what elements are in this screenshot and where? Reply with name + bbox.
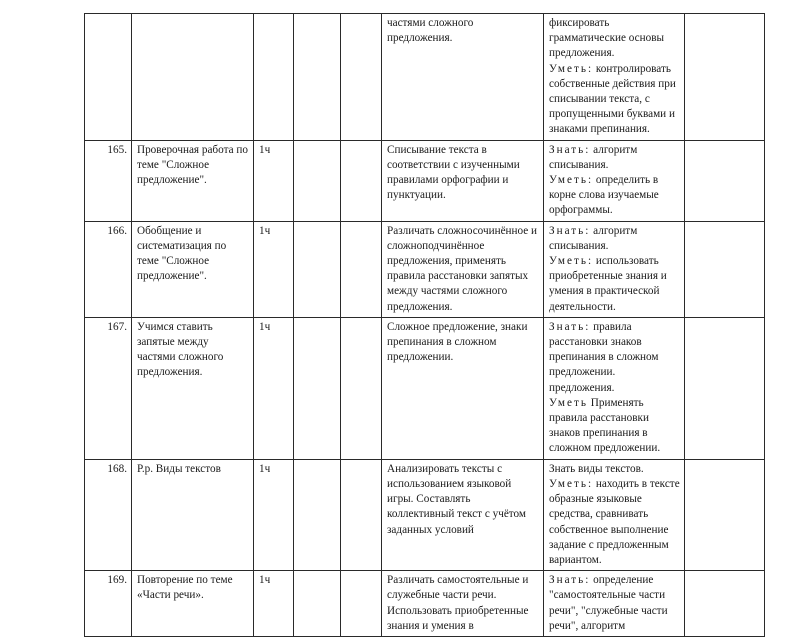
outcome-line <box>549 143 680 173</box>
outcome-text: определение "самостоятельные части речи", "служебные части речи", алгоритм <box>549 574 668 632</box>
outcome-label: Уметь: <box>549 477 594 490</box>
outcome-line <box>549 224 680 254</box>
fact-date-cell <box>341 571 382 637</box>
outcome-label: Уметь <box>549 396 588 409</box>
lesson-hours-cell <box>254 14 294 141</box>
lesson-hours-cell: 1ч <box>254 571 294 637</box>
lesson-topic-cell <box>132 14 254 141</box>
outcome-line <box>549 477 680 568</box>
outcomes-cell <box>544 14 685 141</box>
outcome-label: Уметь: <box>549 174 594 187</box>
outcomes-cell <box>544 221 685 317</box>
outcome-text: находить в тексте образные языковые средства, сравнивать собственное выполнение задание с предложенным вариантом. <box>549 477 680 566</box>
lesson-number-cell: 165. <box>85 140 132 221</box>
notes-cell <box>685 221 765 317</box>
notes-cell <box>685 317 765 459</box>
lesson-topic-cell: Р.р. Виды текстов <box>132 459 254 570</box>
outcome-line <box>549 62 680 138</box>
lesson-number-cell: 166. <box>85 221 132 317</box>
outcome-label: Знать: <box>549 574 591 587</box>
lesson-hours-cell: 1ч <box>254 459 294 570</box>
outcome-line <box>549 573 680 634</box>
outcome-line <box>549 16 680 62</box>
outcome-label: Знать: <box>549 320 591 333</box>
outcome-text: контролировать собственные действия при списывании текста, с пропущенными буквами и знаками препинания. <box>549 62 676 136</box>
outcome-text: определить в корне слова изучаемые орфограммы. <box>549 174 659 217</box>
plan-date-cell <box>294 140 341 221</box>
activities-cell: Различать сложносочинённое и сложноподчинённое предложения, применять правила расстановки запятых между частями сложного предложения. <box>382 221 544 317</box>
notes-cell <box>685 140 765 221</box>
lesson-hours-cell: 1ч <box>254 221 294 317</box>
activities-cell: Анализировать тексты с использованием языковой игры. Составлять коллективный текст с учётом заданных условий <box>382 459 544 570</box>
fact-date-cell <box>341 317 382 459</box>
outcome-line <box>549 254 680 315</box>
outcome-line <box>549 396 680 457</box>
outcome-line <box>549 462 680 477</box>
notes-cell <box>685 571 765 637</box>
outcome-text: алгоритм списывания. <box>549 224 638 252</box>
outcome-text: правила расстановки знаков препинания в сложном предложении. предложения. <box>549 320 659 394</box>
notes-cell <box>685 459 765 570</box>
outcomes-cell <box>544 459 685 570</box>
lesson-topic-cell: Проверочная работа по теме "Сложное предложение". <box>132 140 254 221</box>
lesson-hours-cell: 1ч <box>254 140 294 221</box>
outcome-line <box>549 320 680 396</box>
outcomes-cell <box>544 571 685 637</box>
activities-cell: Списывание текста в соответствии с изученными правилами орфографии и пунктуации. <box>382 140 544 221</box>
plan-date-cell <box>294 459 341 570</box>
lesson-topic-cell: Обобщение и систематизация по теме "Сложное предложение". <box>132 221 254 317</box>
table-row <box>85 571 765 637</box>
fact-date-cell <box>341 221 382 317</box>
lesson-number-cell: 167. <box>85 317 132 459</box>
outcome-line <box>549 173 680 219</box>
outcome-text: алгоритм списывания. <box>549 143 638 171</box>
table-row <box>85 317 765 459</box>
outcome-text: Знать виды текстов. <box>549 462 644 475</box>
outcomes-cell <box>544 140 685 221</box>
table-row <box>85 140 765 221</box>
outcome-text: Применять правила расстановки знаков препинания в сложном предложении. <box>549 396 661 455</box>
fact-date-cell <box>341 14 382 141</box>
outcome-label: Знать: <box>549 143 591 156</box>
fact-date-cell <box>341 140 382 221</box>
plan-date-cell <box>294 14 341 141</box>
lesson-hours-cell: 1ч <box>254 317 294 459</box>
plan-date-cell <box>294 221 341 317</box>
lesson-topic-cell: Учимся ставить запятые между частями сложного предложения. <box>132 317 254 459</box>
outcome-label: Уметь: <box>549 62 594 75</box>
table-row <box>85 14 765 141</box>
outcome-label: Уметь: <box>549 255 594 268</box>
lesson-number-cell: 169. <box>85 571 132 637</box>
outcome-text: фиксировать грамматические основы предложения. <box>549 17 665 60</box>
table-row <box>85 459 765 570</box>
lesson-number-cell <box>85 14 132 141</box>
notes-cell <box>685 14 765 141</box>
table-body <box>85 14 765 637</box>
table-row <box>85 221 765 317</box>
plan-date-cell <box>294 571 341 637</box>
outcomes-cell <box>544 317 685 459</box>
fact-date-cell <box>341 459 382 570</box>
lesson-number-cell: 168. <box>85 459 132 570</box>
activities-cell: частями сложного предложения. <box>382 14 544 141</box>
lesson-topic-cell: Повторение по теме «Части речи». <box>132 571 254 637</box>
activities-cell: Сложное предложение, знаки препинания в сложном предложении. <box>382 317 544 459</box>
plan-date-cell <box>294 317 341 459</box>
lesson-plan-table <box>84 13 765 637</box>
outcome-text: использовать приобретенные знания и умения в практической деятельности. <box>549 255 667 313</box>
outcome-label: Знать: <box>549 224 591 237</box>
activities-cell: Различать самостоятельные и служебные части речи. Использовать приобретенные знания и умения в <box>382 571 544 637</box>
